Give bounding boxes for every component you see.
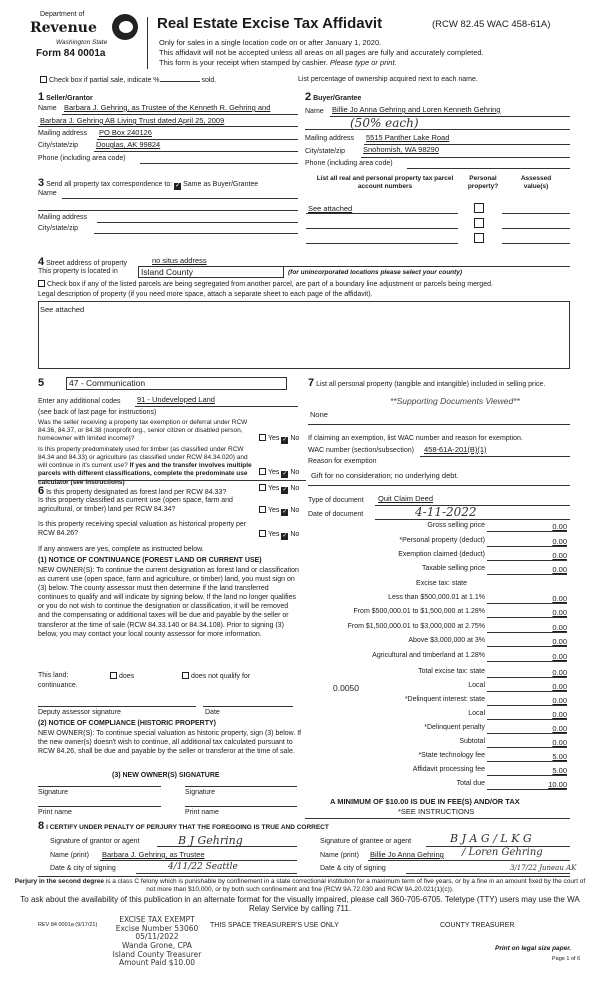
fee-label: Exemption claimed (deduct) [398,551,485,558]
no-label: No [290,485,300,492]
segregated-row [38,280,493,290]
county-treasurer-label: COUNTY TREASURER [440,922,515,929]
notice-compliance-title: (2) NOTICE OF COMPLIANCE (HISTORIC PROPERTY) [38,720,216,727]
no-label: No [290,469,300,476]
perjury-text: is a class C felony which is punishable by confinement in a state correctional institution for a maximum term of five years, or by a fine in an amount fixed by the court of not more than $10,000, or by both such confinement and fine (RCW 9A.72.030 and RCW 9A.20.021(1)(c)). [104,878,586,894]
section7-label: List all personal property (tangible and intangible) included in selling price. [316,381,546,388]
segregated-label: Check box if any of the listed parcels are being segregated from another parcel, are part of a boundary line adjustment or parcels being merged. [47,281,493,288]
fee-value-field[interactable]: 5.00 [552,766,567,775]
current-use-question: Is this property classified as current use (open space, farm and agricultural, or timber) land per RCW 84.34? [38,497,233,513]
dor-logo [6,10,142,65]
assessed-value-header: Assessed value(s) [520,175,552,191]
section-number: 5 [38,377,45,389]
fee-label: Gross selling price [427,522,485,529]
timber-question-bold: If yes and the transfer involves multiple parcels with different classifications, complete the predominate use calculator (see instructions) [38,462,252,486]
fee-value-field[interactable]: 0.00 [552,594,567,603]
seller-name-line2-field[interactable]: Barbara J. Gehring AB Living Trust dated April 25, 2009 [40,116,225,125]
fee-row [305,724,567,737]
does-checkbox[interactable] [110,672,117,679]
stamp-line: Excise Number 53060 [115,923,199,933]
fee-label: Agricultural and timberland at 1.28% [372,652,485,659]
yes-checkbox[interactable] [259,468,266,475]
seller-city-field[interactable]: Douglas, AK 99824 [96,140,161,149]
signature-label: Signature [185,789,215,796]
form-number: Form 84 0001a [36,48,106,59]
grantor-name-field[interactable]: Barbara J. Gehring, as Trustee [102,850,205,859]
grantee-name-handwritten: / Loren Gehring [462,847,543,858]
section-number: 6 [38,485,45,497]
header-note-1: Only for sales in a single location code on or after January 1, 2020. [159,38,382,47]
grantor-signature-label: Signature of grantor or agent [50,838,140,845]
yes-label: Yes [268,507,280,514]
fee-label: *Delinquent penalty [424,724,485,731]
land-use-code-select[interactable]: 47 - Communication [66,377,287,390]
reason-field[interactable]: Gift for no consideration; no underlying debt. [311,471,459,480]
partial-sale-label: Check box if partial sale, indicate % [49,77,160,84]
does-not-checkbox[interactable] [182,672,189,679]
section-number: 4 [38,256,45,268]
fee-value-field[interactable]: 0.00 [552,565,567,574]
print-name-label: Print name [38,809,72,816]
see-back-note: (see back of last page for instructions) [38,409,157,416]
seller-mail-label: Mailing address [38,130,88,137]
certify-heading [38,820,329,834]
fee-label: Less than $500,000.01 at 1.1% [388,594,485,601]
page-title: Real Estate Excise Tax Affidavit [157,15,383,32]
segregated-checkbox[interactable] [38,280,45,287]
legal-paper-note: Print on legal size paper. [495,945,572,952]
fee-row [305,522,567,535]
yes-label: Yes [268,469,280,476]
revision-label: REV 84 0001a (9/17/21) [38,922,98,928]
fee-label: Local [468,682,485,689]
fee-value-field[interactable]: 0.00 [552,522,567,531]
grantor-name-label: Name (print) [50,852,89,859]
personal-property-list-label [308,377,570,391]
logo-state: Washington State [56,39,108,46]
fee-label: Excise tax: state [416,580,467,587]
buyer-name-field[interactable]: Billie Jo Anna Gehring and Loren Kenneth Gehring [332,105,501,114]
forest-yes-no [259,484,299,494]
timber-question-text: Is this property predominately used for timber (as classified under RCW 84.34 and 84.33) or agriculture (as classified under RCW 84.34.020) and will continue in it's current use? [38,446,248,470]
deputy-signature-label: Deputy assessor signature [38,709,121,716]
print-name-label: Print name [185,809,219,816]
yes-checkbox[interactable] [259,434,266,441]
county-note: (for unincorporated locations please select your county) [288,269,463,276]
logo-swirl-icon [112,14,138,40]
no-checkbox[interactable]: ✓ [282,509,288,515]
section-number: 7 [308,377,315,389]
buyer-ownership-handwritten: (50% each) [350,116,419,130]
personal-property-checkbox[interactable] [474,233,484,243]
additional-codes-label: Enter any additional codes [38,398,121,405]
no-checkbox[interactable]: ✓ [282,437,288,443]
fee-label: Subtotal [459,738,485,745]
parcel-number-field[interactable]: See attached [308,204,353,213]
fee-label: Local [468,710,485,717]
partial-sold-label: sold. [201,77,217,84]
additional-codes-field[interactable]: 91 - Undeveloped Land [137,395,215,404]
corr-city-label: City/state/zip [38,225,79,232]
grantee-signature[interactable]: B J A G / L K G [450,832,532,845]
street-label: Street address of property [46,260,128,267]
does-label: does [119,673,135,680]
stamp-line: Amount Paid $10.00 [118,958,196,968]
wac-number-field[interactable]: 458-61A-201(B)(1) [424,445,487,454]
fee-row [305,580,567,593]
timber-yes-no [259,468,299,478]
grantee-name-field[interactable]: Billie Jo Anna Gehring [370,850,444,859]
stamp-line: Wanda Grone, CPA [122,940,192,950]
local-rate: 0.0050 [333,683,359,693]
forest-question-text: Is this property designated as forest land per RCW 84.33? [46,489,227,496]
fee-row [305,696,567,709]
perjury-notice [10,878,590,894]
header-note-3 [159,58,397,67]
certify-title: I CERTIFY UNDER PENALTY OF PERJURY THAT THE FOREGOING IS TRUE AND CORRECT [46,824,329,831]
no-label: No [290,507,300,514]
buyer-mail-field[interactable]: 5515 Panther Lake Road [366,133,450,142]
fee-row [305,682,567,695]
document-date-label: Date of document [308,511,364,518]
historic-question: Is this property receiving special valuation as historical property per RCW 84.26? [38,521,247,537]
perjury-bold: Perjury in the second degree [14,878,104,885]
wac-label: WAC number (section/subsection) [308,447,414,454]
fee-value-field[interactable]: 0.00 [552,652,567,661]
grantee-signature-label: Signature of grantee or agent [320,838,412,845]
fee-label: Above $3,000,000 at 3% [408,637,485,644]
deputy-date-label: Date [205,709,220,716]
fee-row [305,551,567,564]
continuance-label: continuance. [38,682,78,689]
does-option [110,672,134,682]
fee-label: Affidavit processing fee [412,766,485,773]
fee-value-field[interactable]: 5.00 [552,752,567,761]
signature-label: Signature [38,789,68,796]
fee-label: Total excise tax: state [418,668,485,675]
personal-property-checkbox[interactable] [474,203,484,213]
fee-value-field[interactable]: 0.00 [552,637,567,646]
located-label: This property is located in [38,268,118,275]
fee-value-field[interactable]: 0.00 [552,537,567,546]
supporting-docs-stamp: **Supporting Documents Viewed** [390,396,520,406]
fee-row [305,637,567,650]
corr-name-label: Name [38,190,57,197]
exemption-yes-no [259,434,299,444]
grantor-signature[interactable]: B J Gehring [178,834,243,847]
rcw-reference: (RCW 82.45 WAC 458-61A) [432,19,551,30]
seller-mail-field[interactable]: PO Box 240126 [99,128,152,137]
logo-dept: Department of [40,11,85,18]
yes-checkbox[interactable] [259,506,266,513]
no-label: No [290,435,300,442]
seller-phone-label: Phone (including area code) [38,155,126,162]
seller-title: Seller/Grantor [46,95,93,102]
partial-sale-row [40,76,216,86]
fee-label: *State technology fee [418,752,485,759]
grantor-date-label: Date & city of signing [50,865,116,872]
if-yes-note: If any answers are yes, complete as instructed below. [38,546,204,553]
street-address-field[interactable]: no situs address [152,256,207,265]
same-as-buyer-label: Same as Buyer/Grantee [183,181,259,188]
fee-label: *Personal property (deduct) [399,537,485,544]
seller-name-field[interactable]: Barbara J. Gehring, as Trustee of the Kenneth R. Gehring and [64,103,271,112]
document-date-field[interactable]: 4-11-2022 [415,505,477,519]
does-not-label: does not qualify for [191,673,251,680]
buyer-city-label: City/state/zip [305,148,346,155]
grantee-date-label: Date & city of signing [320,865,386,872]
fee-row [305,738,567,751]
grantor-date-field[interactable]: 4/11/22 Seattle [168,862,238,872]
fee-row [305,652,567,665]
legal-description-label: Legal description of property (if you need more space, attach a separate sheet to each page of the affidavit). [38,291,373,298]
fee-row [305,668,567,681]
buyer-phone-label: Phone (including area code) [305,160,393,167]
exemption-label: If claiming an exemption, list WAC number and reason for exemption. [308,435,523,442]
buyer-name-label: Name [305,108,324,115]
notice-continuance-title: (1) NOTICE OF CONTINUANCE (FOREST LAND OR CURRENT USE) [38,557,262,564]
same-as-buyer-checkbox[interactable]: ✓ [175,183,181,189]
legal-description-value: See attached [40,305,85,314]
minimum-due-notice: A MINIMUM OF $10.00 IS DUE IN FEE(S) AND/OR TAX [330,797,520,806]
seller-name-label: Name [38,105,57,112]
correspondence-label: Send all property tax correspondence to: [46,181,173,188]
notice-compliance-text: NEW OWNER(S): To continue special valuation as historic property, sign (3) below. If the new owner(s) doesn't wish to continue, all additional tax calculated pursuant to RCW 84.26, shall be due and payable by the seller or transferor at the time of sale. [38,730,302,756]
fee-row [305,780,567,793]
fee-row [305,537,567,550]
stamp-line: Island County Treasurer [112,949,202,959]
buyer-title: Buyer/Grantee [313,95,362,102]
fee-label: Taxable selling price [421,565,485,572]
fee-label: From $500,000.01 to $1,500,000 at 1.28% [353,608,485,615]
fee-label: From $1,500,000.01 to $3,000,000 at 2.75% [347,623,485,630]
see-instructions: *SEE INSTRUCTIONS [398,807,475,816]
fee-label: *Delinquent interest: state [404,696,485,703]
section-number: 8 [38,820,45,832]
fee-row [305,752,567,765]
excise-stamp [110,916,204,968]
historic-yes-no [259,530,299,540]
no-checkbox[interactable]: ✓ [282,533,288,539]
no-label: No [290,531,300,538]
header-note-3-text: This form is your receipt when stamped by cashier. [159,58,328,67]
buyer-mail-label: Mailing address [305,135,355,142]
yes-label: Yes [268,485,280,492]
buyer-city-field[interactable]: Snohomish, WA 98290 [363,145,440,154]
fee-value-field[interactable]: 0.00 [552,724,567,733]
fee-label: Total due [456,780,485,787]
fee-value-field[interactable]: 0.00 [552,551,567,560]
no-checkbox[interactable]: ✓ [282,471,288,477]
fee-value-field[interactable]: 0.00 [552,710,567,719]
county-select[interactable]: Island County [138,266,284,278]
ownership-note: List percentage of ownership acquired next to each name. [298,76,478,83]
notice-continuance-text: NEW OWNER(S): To continue the current designation as forest land or classification as current use (open space, farm and agriculture, or timber) land, you must sign on (3) below. The county assessor must then determine if the land transferred continues to qualify and will indicate by signing below. If the land no longer qualifies or you do not wish to continue the designation or classification, it will be removed and the compensating or additional taxes will be due and payable by the seller or transferor at the time of sale (RCW 84.33.140 or 84.34.108). Prior to signing (3) below, you may contact your local county assessor for more information. [38,567,299,638]
treasurer-use-label: THIS SPACE TREASURER'S USE ONLY [210,922,339,929]
yes-checkbox[interactable] [259,484,266,491]
document-type-field[interactable]: Quit Claim Deed [378,494,434,503]
this-land-label: This land: [38,672,69,679]
header-note-2: This affidavit will not be accepted unless all areas on all pages are fully and accurately completed. [159,48,484,57]
personal-property-field[interactable]: None [310,410,328,419]
legal-description-field[interactable] [38,301,570,369]
fee-row [305,766,567,779]
buyer-heading [305,91,361,105]
no-checkbox[interactable]: ✓ [282,487,288,493]
stamp-line: EXCISE TAX EXEMPT [119,915,195,924]
fee-row [305,594,567,607]
fee-value-field[interactable]: 10.00 [548,780,567,789]
alt-format-notice: To ask about the availability of this publication in an alternate format for the visually impaired, please call 360-705-6705. Teletype (TTY) users may use the WA Relay Service by calling 711. [20,895,580,913]
yes-checkbox[interactable] [259,530,266,537]
section-number: 2 [305,91,312,103]
parcel-header: List all real and personal property tax parcel account numbers [316,175,454,191]
yes-label: Yes [268,531,280,538]
fee-row [305,710,567,723]
fee-value-field[interactable]: 0.00 [552,682,567,691]
document-type-label: Type of document [308,497,364,504]
fee-value-field[interactable]: 0.00 [552,668,567,677]
seller-city-label: City/state/zip [38,142,79,149]
reason-label: Reason for exemption [308,458,377,465]
fee-value-field[interactable]: 0.00 [552,608,567,617]
correspondence-heading [38,177,258,191]
fee-row [305,565,567,578]
new-owner-signature-title: (3) NEW OWNER(S) SIGNATURE [112,772,220,779]
section-number: 3 [38,177,45,189]
personal-property-header: Personal property? [467,175,499,191]
current-use-yes-no [259,506,299,516]
yes-label: Yes [268,435,280,442]
personal-property-checkbox[interactable] [474,218,484,228]
corr-mail-label: Mailing address [38,214,88,221]
section-number: 1 [38,91,45,103]
fee-row [305,608,567,621]
page-number: Page 1 of 6 [552,956,581,962]
grantee-date-field[interactable]: 3/17/22 Juneau AK [510,864,577,872]
stamp-line: 05/11/2022 [135,932,179,942]
header-divider [147,17,148,69]
partial-sale-checkbox[interactable] [40,76,47,83]
does-not-option [182,672,250,682]
grantee-name-label: Name (print) [320,852,359,859]
fee-value-field[interactable]: 0.00 [552,623,567,632]
logo-revenue: Revenue [30,20,97,36]
exemption-question: Was the seller receiving a property tax exemption or deferral under RCW 84.36, 84.37, or 84.38 (nonprofit org., senior citizen or disabled person, homeowner with limited income)? [38,419,248,443]
fee-value-field[interactable]: 0.00 [552,738,567,747]
header-note-3-italic: Please type or print. [329,58,397,67]
fee-row [305,623,567,636]
fee-value-field[interactable]: 0.00 [552,696,567,705]
